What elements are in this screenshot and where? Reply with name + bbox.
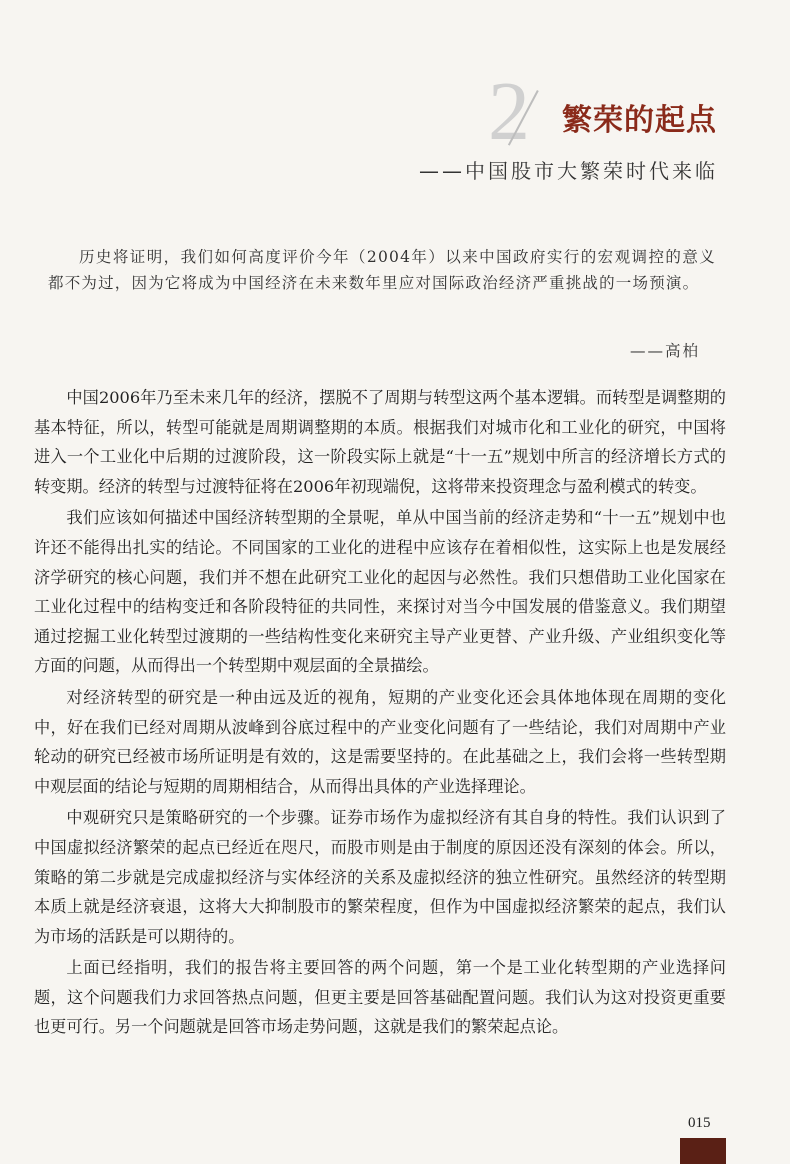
- paragraph: 中国2006年乃至未来几年的经济，摆脱不了周期与转型这两个基本逻辑。而转型是调整期的基本特征，所以，转型可能就是周期调整期的本质。根据我们对城市化和工业化的研究，中国将进入一个工业化中后期的过渡阶段，这一阶段实际上就是“十一五”规划中所言的经济增长方式的转变期。经济的转型与过渡特征将在2006年初现端倪，这将带来投资理念与盈利模式的转变。: [34, 388, 726, 496]
- chapter-title: 繁荣的起点: [562, 103, 717, 138]
- paragraph: 上面已经指明，我们的报告将主要回答的两个问题，第一个是工业化转型期的产业选择问题，这个问题我们力求回答热点问题，但更主要是回答基础配置问题。我们认为这对投资更重要也更可行。另一个问题就是回答市场走势问题，这就是我们的繁荣起点论。: [34, 958, 726, 1037]
- paragraph: 中观研究只是策略研究的一个步骤。证券市场作为虚拟经济有其自身的特性。我们认识到了中国虚拟经济繁荣的起点已经近在咫尺，而股市则是由于制度的原因还没有深刻的体会。所以，策略的第二步就是完成虚拟经济与实体经济的关系及虚拟经济的独立性研究。虽然经济的转型期本质上就是经济衰退，这将大大抑制股市的繁荣程度，但作为中国虚拟经济繁荣的起点，我们认为市场的活跃是可以期待的。: [34, 808, 726, 946]
- paragraph: 对经济转型的研究是一种由远及近的视角，短期的产业变化还会具体地体现在周期的变化中，好在我们已经对周期从波峰到谷底过程中的产业变化问题有了一些结论，我们对周期中产业轮动的研究已经被市场所证明是有效的，这是需要坚持的。在此基础之上，我们会将一些转型期中观层面的结论与短期的周期相结合，从而得出具体的产业选择理论。: [34, 687, 726, 796]
- chapter-subtitle: ——中国股市大繁荣时代来临: [419, 159, 718, 183]
- body-text: [34, 383, 726, 1044]
- chapter-number: 2: [488, 65, 530, 158]
- chapter-header: [0, 65, 790, 190]
- page-number-bar: [680, 1138, 726, 1164]
- epigraph-quote: [48, 244, 716, 296]
- page-number: 015: [688, 1115, 711, 1131]
- epigraph-text: 历史将证明，我们如何高度评价今年（2004年）以来中国政府实行的宏观调控的意义都不为过，因为它将成为中国经济在未来数年里应对国际政治经济严重挑战的一场预演。: [48, 248, 716, 292]
- paragraph: 我们应该如何描述中国经济转型期的全景呢，单从中国当前的经济走势和“十一五”规划中也许还不能得出扎实的结论。不同国家的工业化的进程中应该存在着相似性，这实际上也是发展经济学研究的核心问题，我们并不想在此研究工业化的起因与必然性。我们只想借助工业化国家在工业化过程中的结构变迁和各阶段特征的共同性，来探讨对当今中国发展的借鉴意义。我们期望通过挖掘工业化转型过渡期的一些结构性变化来研究主导产业更替、产业升级、产业组织变化等方面的问题，从而得出一个转型期中观层面的全景描绘。: [34, 508, 726, 676]
- epigraph-author: ——高柏: [630, 342, 701, 360]
